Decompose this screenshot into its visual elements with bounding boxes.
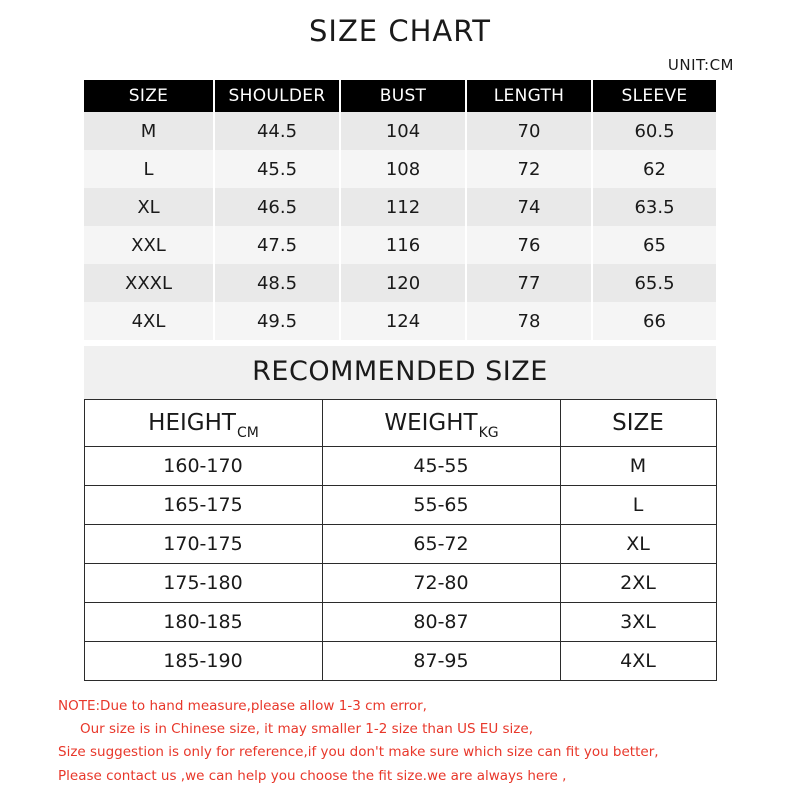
cell-weight: 80-87: [322, 603, 560, 642]
cell-sleeve: 63.5: [592, 188, 716, 226]
cell-weight: 65-72: [322, 525, 560, 564]
table-row: [84, 486, 716, 525]
recommended-header-row: [84, 400, 716, 447]
cell-height: 175-180: [84, 564, 322, 603]
table-row: [84, 264, 716, 302]
cell-bust: 108: [340, 150, 466, 188]
cell-weight: 87-95: [322, 642, 560, 681]
cell-sleeve: 66: [592, 302, 716, 340]
cell-shoulder: 49.5: [214, 302, 340, 340]
cell-bust: 104: [340, 112, 466, 150]
cell-size: XL: [560, 525, 716, 564]
column-header-weight-unit: KG: [478, 425, 499, 441]
note-line: Size suggestion is only for reference,if you don't make sure which size can fit you better,: [58, 744, 659, 761]
recommended-size-banner: RECOMMENDED SIZE: [84, 346, 716, 399]
cell-bust: 112: [340, 188, 466, 226]
cell-sleeve: 62: [592, 150, 716, 188]
column-header-size: SIZE: [84, 80, 214, 112]
cell-shoulder: 47.5: [214, 226, 340, 264]
table-row: [84, 447, 716, 486]
table-row: [84, 302, 716, 340]
cell-size: 4XL: [560, 642, 716, 681]
cell-shoulder: 44.5: [214, 112, 340, 150]
cell-sleeve: 65.5: [592, 264, 716, 302]
cell-bust: 120: [340, 264, 466, 302]
column-header-rec-size-label: SIZE: [612, 410, 664, 436]
cell-length: 74: [466, 188, 592, 226]
column-header-height-unit: CM: [236, 425, 259, 441]
table-row: [84, 603, 716, 642]
cell-height: 165-175: [84, 486, 322, 525]
cell-shoulder: 48.5: [214, 264, 340, 302]
unit-label: UNIT:CM: [667, 56, 734, 74]
table-row: [84, 150, 716, 188]
table-row: [84, 112, 716, 150]
column-header-shoulder: SHOULDER: [214, 80, 340, 112]
column-header-height: [84, 400, 322, 447]
column-header-length: LENGTH: [466, 80, 592, 112]
cell-size: M: [84, 112, 214, 150]
cell-length: 70: [466, 112, 592, 150]
column-header-height-label: HEIGHT: [148, 410, 236, 436]
cell-size: 2XL: [560, 564, 716, 603]
column-header-weight-label: WEIGHT: [384, 410, 478, 436]
cell-size: XXL: [84, 226, 214, 264]
table-row: [84, 226, 716, 264]
cell-length: 77: [466, 264, 592, 302]
cell-size: L: [84, 150, 214, 188]
cell-size: L: [560, 486, 716, 525]
cell-size: XL: [84, 188, 214, 226]
cell-length: 72: [466, 150, 592, 188]
cell-length: 76: [466, 226, 592, 264]
cell-length: 78: [466, 302, 592, 340]
column-header-weight: [322, 400, 560, 447]
table-row: [84, 564, 716, 603]
note-line: NOTE:Due to hand measure,please allow 1-3 cm error,: [58, 698, 427, 714]
cell-sleeve: 60.5: [592, 112, 716, 150]
cell-size: XXXL: [84, 264, 214, 302]
note-line: Please contact us ,we can help you choose the fit size.we are always here ,: [58, 767, 567, 784]
cell-size: M: [560, 447, 716, 486]
cell-weight: 72-80: [322, 564, 560, 603]
cell-bust: 116: [340, 226, 466, 264]
notes-block: [0, 695, 800, 788]
cell-bust: 124: [340, 302, 466, 340]
cell-sleeve: 65: [592, 226, 716, 264]
column-header-bust: BUST: [340, 80, 466, 112]
table-row: [84, 642, 716, 681]
cell-height: 180-185: [84, 603, 322, 642]
note-line: Our size is in Chinese size, it may smaller 1-2 size than US EU size,: [80, 721, 533, 738]
cell-height: 185-190: [84, 642, 322, 681]
cell-weight: 55-65: [322, 486, 560, 525]
recommended-size-table: [84, 399, 717, 681]
page-title: SIZE CHART: [308, 14, 492, 48]
column-header-sleeve: SLEEVE: [592, 80, 716, 112]
cell-weight: 45-55: [322, 447, 560, 486]
cell-size: 3XL: [560, 603, 716, 642]
table-header-row: [84, 80, 716, 112]
cell-shoulder: 46.5: [214, 188, 340, 226]
size-measurement-table: [84, 80, 716, 340]
cell-height: 160-170: [84, 447, 322, 486]
column-header-rec-size: [560, 400, 716, 447]
cell-shoulder: 45.5: [214, 150, 340, 188]
table-row: [84, 525, 716, 564]
cell-size: 4XL: [84, 302, 214, 340]
table-row: [84, 188, 716, 226]
cell-height: 170-175: [84, 525, 322, 564]
